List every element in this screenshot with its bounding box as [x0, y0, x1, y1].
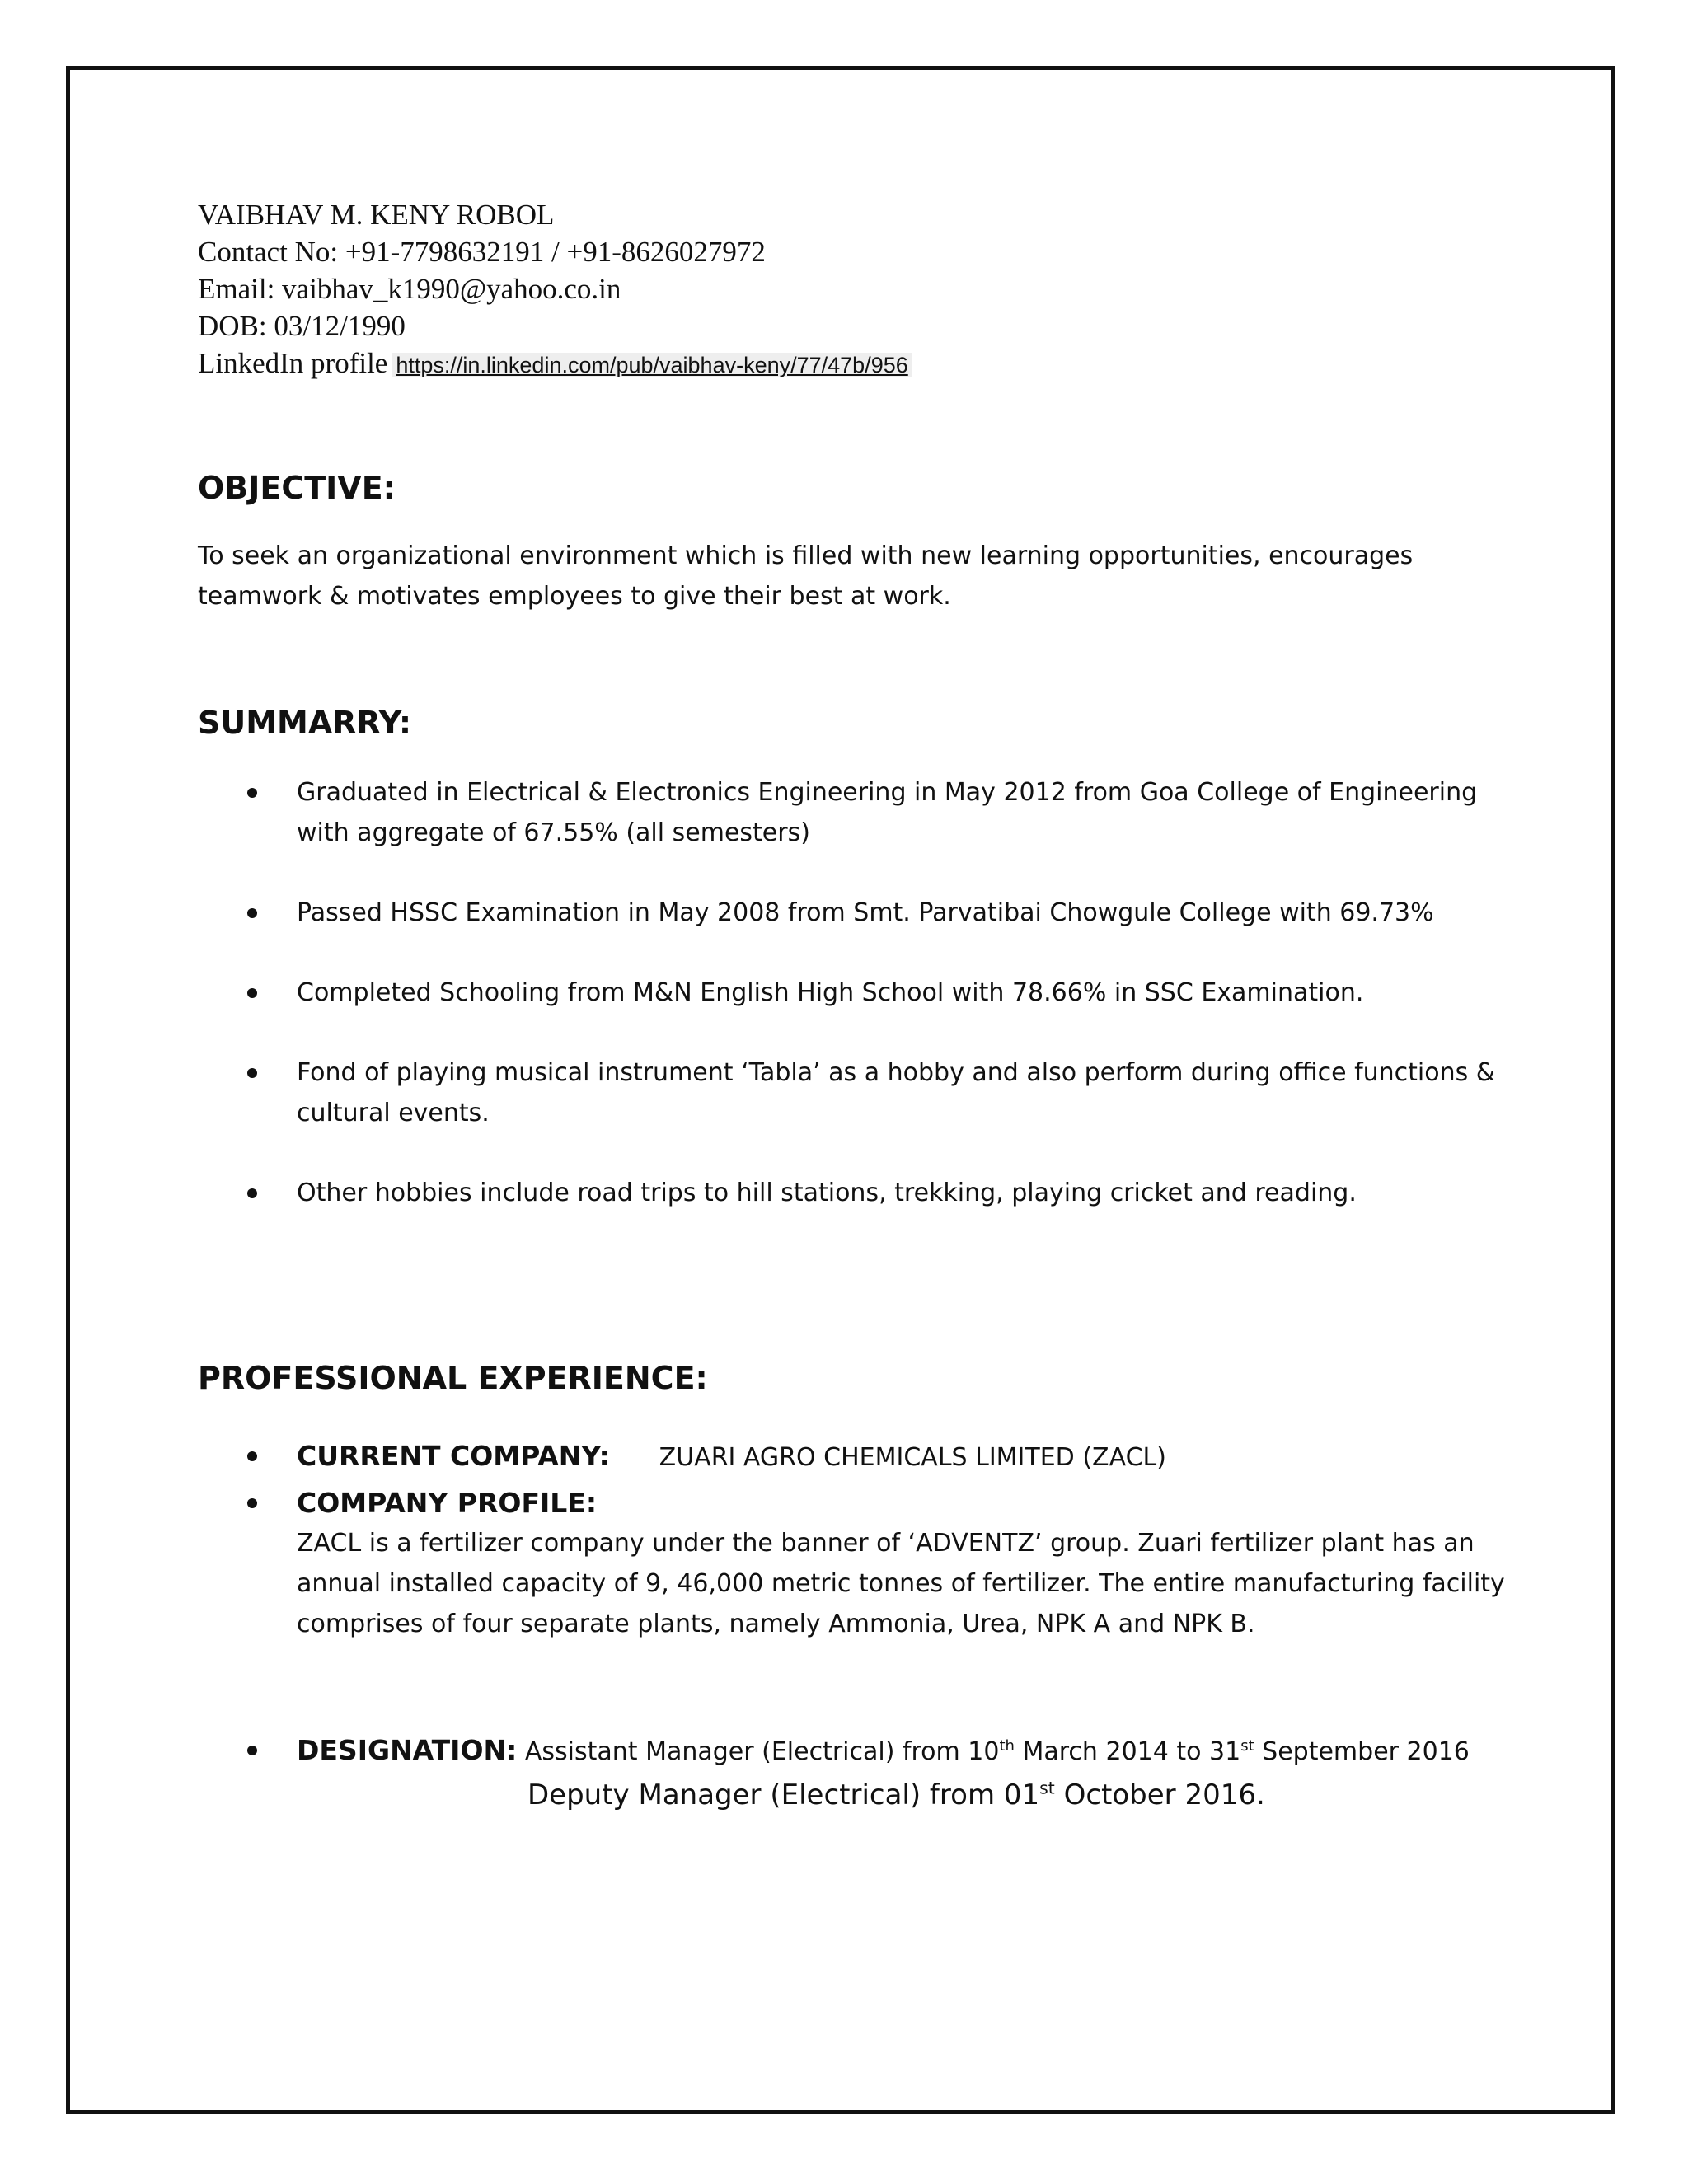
company-profile-label: COMPANY PROFILE:	[297, 1487, 598, 1519]
contact-block	[198, 196, 912, 384]
bullet-icon	[247, 1746, 257, 1755]
list-item	[198, 893, 1533, 933]
contact-dob: DOB: 03/12/1990	[198, 310, 406, 342]
objective-heading: OBJECTIVE:	[198, 470, 396, 506]
bullet-icon	[247, 1451, 257, 1461]
list-item	[198, 1436, 1533, 1478]
linkedin-line	[198, 344, 912, 384]
designation-2-part-a: Deputy Manager (Electrical) from 01	[528, 1779, 1040, 1811]
designation-1-part-b: March 2014 to 31	[1014, 1737, 1241, 1766]
summary-list	[198, 772, 1533, 1213]
designation-1-sup-b: st	[1240, 1737, 1254, 1755]
experience-list	[198, 1436, 1533, 1818]
list-item	[198, 1173, 1533, 1213]
bullet-icon	[247, 988, 257, 998]
objective-text: To seek an organizational environment which is filled with new learning opportunities, encourages teamwork & motivates employees to give their best at work.	[198, 541, 1414, 611]
summary-item-text: Graduated in Electrical & Electronics Engineering in May 2012 from Goa College of Engineering with aggregate of 67.55% (all semesters)	[297, 778, 1478, 847]
summary-item-text: Completed Schooling from M&N English High School with 78.66% in SSC Examination.	[297, 978, 1364, 1007]
summary-heading: SUMMARRY:	[198, 705, 412, 741]
designation-1-part-a: Assistant Manager (Electrical) from 10	[524, 1737, 1000, 1766]
contact-phone: Contact No: +91-7798632191 / +91-8626027972	[198, 236, 766, 268]
list-item	[198, 1052, 1533, 1133]
designation-1-part-c: September 2016	[1254, 1737, 1470, 1766]
list-item	[198, 1483, 1533, 1644]
designation-1-sup-a: th	[999, 1737, 1015, 1755]
designation-assistant-manager	[525, 1737, 1470, 1766]
bullet-icon	[247, 1498, 257, 1508]
linkedin-link[interactable]: https://in.linkedin.com/pub/vaibhav-keny/77/47b/956	[392, 353, 911, 377]
experience-heading: PROFESSIONAL EXPERIENCE:	[198, 1360, 708, 1396]
bullet-icon	[247, 908, 257, 918]
list-item	[198, 972, 1533, 1013]
list-item	[198, 772, 1533, 853]
company-profile-text: ZACL is a fertilizer company under the banner of ‘ADVENTZ’ group. Zuari fertilizer plant has an annual installed capacity of 9, 46,000 metric tonnes of fertilizer. The entire manufacturing facility comprises of four separate plants, namely Ammonia, Urea, NPK A and NPK B.	[297, 1529, 1505, 1638]
candidate-name: VAIBHAV M. KENY ROBOL	[198, 199, 555, 231]
designation-label: DESIGNATION:	[297, 1734, 518, 1766]
bullet-icon	[247, 1188, 257, 1198]
contact-email: Email: vaibhav_k1990@yahoo.co.in	[198, 273, 621, 305]
summary-item-text: Fond of playing musical instrument ‘Tabla’ as a hobby and also perform during office functions & cultural events.	[297, 1058, 1496, 1127]
list-item	[198, 1730, 1533, 1818]
bullet-icon	[247, 1068, 257, 1078]
current-company-value: ZUARI AGRO CHEMICALS LIMITED (ZACL)	[659, 1443, 1166, 1472]
summary-item-text: Other hobbies include road trips to hill stations, trekking, playing cricket and reading.	[297, 1179, 1357, 1207]
bullet-icon	[247, 788, 257, 798]
linkedin-label: LinkedIn profile	[198, 347, 388, 379]
designation-2-sup: st	[1039, 1778, 1055, 1798]
designation-deputy-manager	[297, 1772, 1533, 1818]
designation-2-part-b: October 2016.	[1054, 1779, 1265, 1811]
current-company-label: CURRENT COMPANY:	[297, 1440, 610, 1472]
summary-item-text: Passed HSSC Examination in May 2008 from Smt. Parvatibai Chowgule College with 69.73%	[297, 898, 1434, 927]
